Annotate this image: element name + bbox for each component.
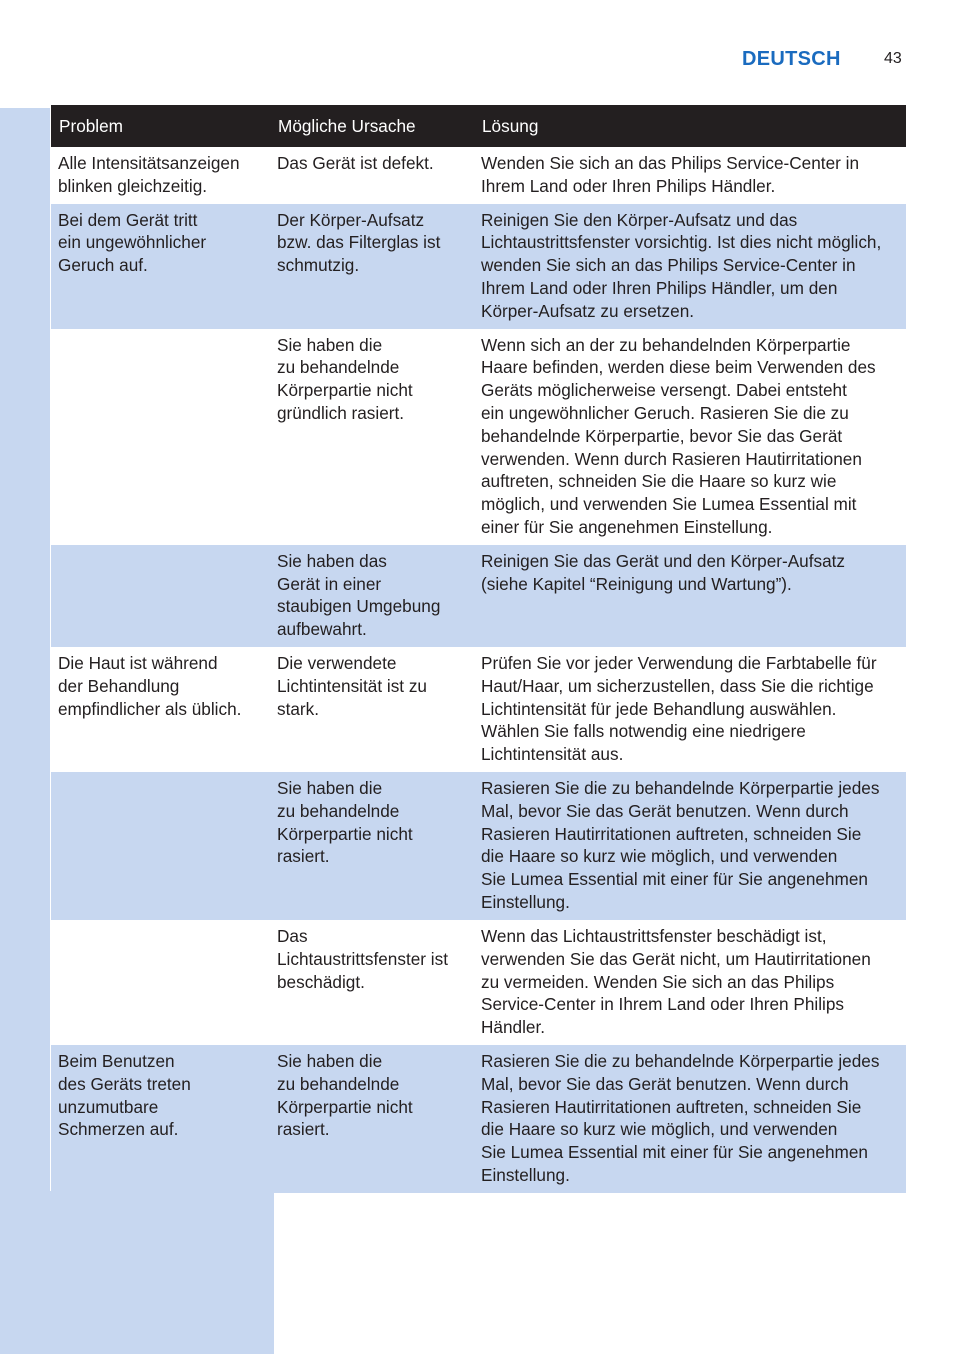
table-row xyxy=(51,147,906,204)
cause-text: Sie haben die zu behandelnde Körperpartie nicht rasiert. xyxy=(277,777,413,867)
cause-text: Der Körper-Aufsatz bzw. das Filterglas ist schmutzig. xyxy=(277,209,441,276)
troubleshooting-table xyxy=(51,105,906,1193)
cause-cell xyxy=(270,329,474,545)
table-row xyxy=(51,920,906,1045)
solution-text: Rasieren Sie die zu behandelnde Körperpartie jedes Mal, bevor Sie das Gerät benutzen. Wenn durch Rasieren Hautirritationen auftreten, schneiden Sie die Haare so kurz wie möglich, und verwenden Sie Lumea Essential mit einer für Sie angenehmen Einstellung. xyxy=(481,1050,880,1185)
solution-text: Prüfen Sie vor jeder Verwendung die Farbtabelle für Haut/Haar, um sicherzustellen, dass Sie die richtige Lichtintensität für jede Behandlung auswählen. Wählen Sie falls notwendig eine niedrigere Lichtintensität aus. xyxy=(481,652,877,765)
table-header-row xyxy=(51,105,906,147)
problem-cell xyxy=(51,920,270,1045)
cause-text: Das Gerät ist defekt. xyxy=(277,153,434,173)
problem-cell xyxy=(51,545,270,647)
solution-text: Wenn sich an der zu behandelnden Körperpartie Haare befinden, werden diese beim Verwenden des Geräts möglicherweise versengt. Dabei entsteht ein ungewöhnlicher Geruch. Rasieren Sie die zu behandelnde Körperpartie, bevor Sie das Gerät verwenden. Wenn durch Rasieren Hautirritationen auftreten, schneiden Sie die Haare so kurz wie möglich, und verwenden Sie Lumea Essential mit einer für Sie angenehmen Einstellung. xyxy=(481,334,876,537)
cause-cell xyxy=(270,545,474,647)
problem-cell xyxy=(51,329,270,545)
solution-text: Rasieren Sie die zu behandelnde Körperpartie jedes Mal, bevor Sie das Gerät benutzen. Wenn durch Rasieren Hautirritationen auftreten, schneiden Sie die Haare so kurz wie möglich, und verwenden Sie Lumea Essential mit einer für Sie angenehmen Einstellung. xyxy=(481,777,880,912)
cause-cell xyxy=(270,147,474,204)
cause-text: Die verwendete Lichtintensität ist zu stark. xyxy=(277,652,427,719)
cause-text: Das Lichtaustrittsfenster ist beschädigt. xyxy=(277,925,448,992)
column-header-cause: Mögliche Ursache xyxy=(270,105,474,147)
table-row xyxy=(51,772,906,920)
language-heading: DEUTSCH xyxy=(742,48,841,70)
solution-text: Reinigen Sie das Gerät und den Körper-Aufsatz (siehe Kapitel “Reinigung und Wartung”). xyxy=(481,550,846,594)
solution-cell xyxy=(474,772,906,920)
cause-text: Sie haben die zu behandelnde Körperpartie nicht gründlich rasiert. xyxy=(277,334,413,423)
problem-cell xyxy=(51,147,270,204)
column-header-problem: Problem xyxy=(51,105,270,147)
cause-cell xyxy=(270,772,474,920)
cause-cell xyxy=(270,920,474,1045)
problem-text: Die Haut ist während der Behandlung empfindlicher als üblich. xyxy=(58,652,242,719)
solution-cell xyxy=(474,147,906,204)
table-row xyxy=(51,647,906,772)
problem-text: Alle Intensitätsanzeigen blinken gleichzeitig. xyxy=(58,153,240,196)
page-number: 43 xyxy=(884,50,902,67)
solution-cell xyxy=(474,647,906,772)
problem-cell xyxy=(51,204,270,329)
solution-cell xyxy=(474,920,906,1045)
solution-cell xyxy=(474,1045,906,1193)
solution-text: Reinigen Sie den Körper-Aufsatz und das Lichtaustrittsfenster vorsichtig. Ist dies nicht möglich, wenden Sie sich an das Philips Service-Center in Ihrem Land oder Ihren Philips Händler, um den Körper-Aufsatz zu ersetzen. xyxy=(481,209,882,321)
cause-cell xyxy=(270,647,474,772)
table-row xyxy=(51,545,906,647)
table-row xyxy=(51,1045,906,1193)
solution-cell xyxy=(474,329,906,545)
solution-cell xyxy=(474,545,906,647)
bottom-color-band xyxy=(0,1191,274,1354)
table-row xyxy=(51,204,906,329)
cause-text: Sie haben das Gerät in einer staubigen Umgebung aufbewahrt. xyxy=(277,550,441,640)
cause-cell xyxy=(270,204,474,329)
problem-cell xyxy=(51,1045,270,1193)
cause-text: Sie haben die zu behandelnde Körperpartie nicht rasiert. xyxy=(277,1050,413,1140)
solution-text: Wenn das Lichtaustrittsfenster beschädigt ist, verwenden Sie das Gerät nicht, um Hautirritationen zu vermeiden. Wenden Sie sich an das Philips Service-Center in Ihrem Land oder Ihren Philips Händler. xyxy=(481,925,871,1038)
problem-cell xyxy=(51,647,270,772)
solution-text: Wenden Sie sich an das Philips Service-Center in Ihrem Land oder Ihren Philips Händler. xyxy=(481,153,859,196)
problem-text: Bei dem Gerät tritt ein ungewöhnlicher Geruch auf. xyxy=(58,209,207,276)
side-color-band xyxy=(0,108,50,1354)
table-row xyxy=(51,329,906,545)
solution-cell xyxy=(474,204,906,329)
column-header-solution: Lösung xyxy=(474,105,906,147)
problem-text: Beim Benutzen des Geräts treten unzumutbare Schmerzen auf. xyxy=(58,1050,191,1140)
problem-cell xyxy=(51,772,270,920)
cause-cell xyxy=(270,1045,474,1193)
